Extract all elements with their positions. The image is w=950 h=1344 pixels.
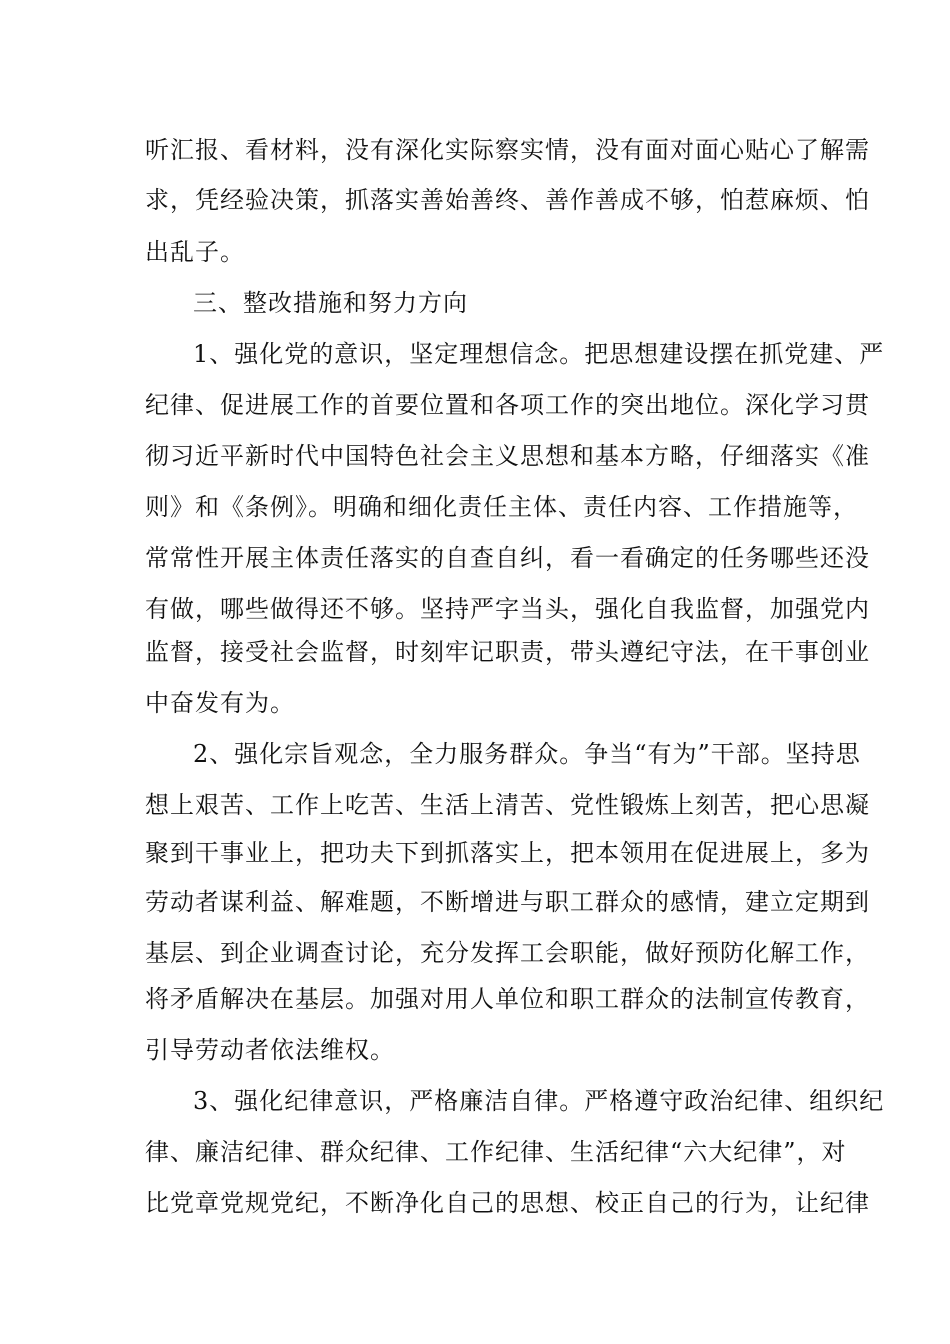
text-line: 彻习近平新时代中国特色社会主义思想和基本方略，仔细落实《准 <box>145 442 870 470</box>
text-line: 则》和《条例》。明确和细化责任主体、责任内容、工作措施等， <box>145 493 858 521</box>
text-line: 将矛盾解决在基层。加强对用人单位和职工群众的法制宣传教育， <box>145 985 870 1013</box>
text-line: 纪律、促进展工作的首要位置和各项工作的突出地位。深化学习贯 <box>145 391 870 419</box>
text-line: 出乱子。 <box>145 238 245 266</box>
text-line: 2、强化宗旨观念，全力服务群众。争当“有为”干部。坚持思 <box>193 740 861 768</box>
text-line: 基层、到企业调查讨论，充分发挥工会职能，做好预防化解工作， <box>145 939 870 967</box>
text-line: 想上艰苦、工作上吃苦、生活上清苦、党性锻炼上刻苦，把心思凝 <box>145 791 870 819</box>
text-line: 1、强化党的意识，坚定理想信念。把思想建设摆在抓党建、严 <box>193 340 885 368</box>
text-line: 有做，哪些做得还不够。坚持严字当头，强化自我监督，加强党内 <box>145 595 870 623</box>
text-line: 中奋发有为。 <box>145 689 295 717</box>
text-line: 听汇报、看材料，没有深化实际察实情，没有面对面心贴心了解需 <box>145 136 870 164</box>
section-heading: 三、整改措施和努力方向 <box>193 289 468 317</box>
text-line: 求，凭经验决策，抓落实善始善终、善作善成不够，怕惹麻烦、怕 <box>145 186 870 214</box>
text-line: 聚到干事业上，把功夫下到抓落实上，把本领用在促进展上，多为 <box>145 839 870 867</box>
text-line: 3、强化纪律意识，严格廉洁自律。严格遵守政治纪律、组织纪 <box>193 1087 885 1115</box>
text-line: 比党章党规党纪，不断净化自己的思想、校正自己的行为，让纪律 <box>145 1189 870 1217</box>
text-line: 监督，接受社会监督，时刻牢记职责，带头遵纪守法，在干事创业 <box>145 638 870 666</box>
text-line: 律、廉洁纪律、群众纪律、工作纪律、生活纪律“六大纪律”，对 <box>145 1138 847 1166</box>
text-line: 常常性开展主体责任落实的自查自纠，看一看确定的任务哪些还没 <box>145 544 870 572</box>
text-line: 劳动者谋利益、解难题，不断增进与职工群众的感情，建立定期到 <box>145 888 870 916</box>
text-line: 引导劳动者依法维权。 <box>145 1036 395 1064</box>
